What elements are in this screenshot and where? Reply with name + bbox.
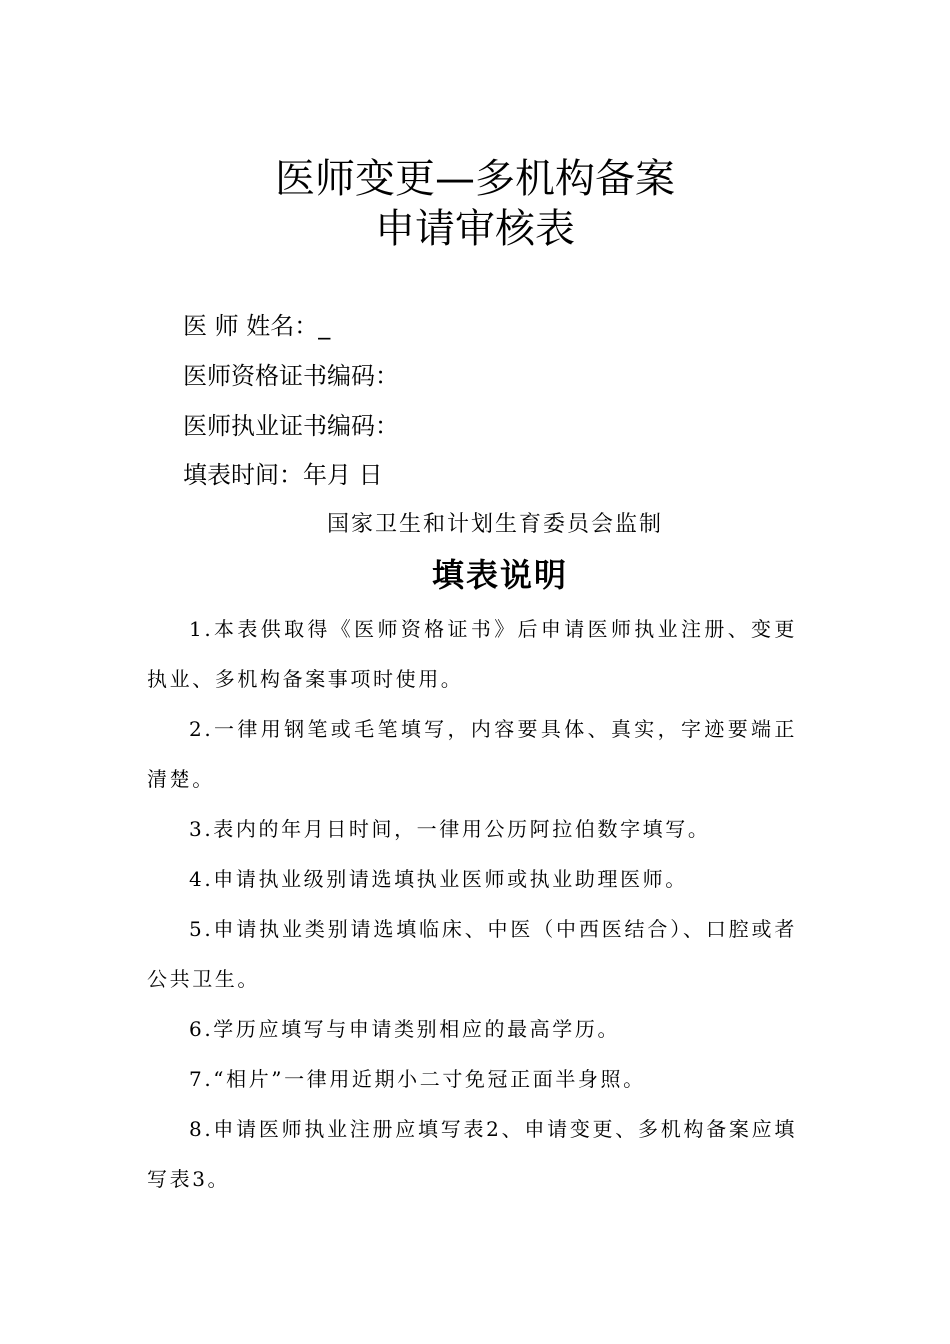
- instruction-item: 1.本表供取得《医师资格证书》后申请医师执业注册、变更执业、多机构备案事项时使用。: [147, 617, 797, 691]
- supervisor-note: 国家卫生和计划生育委员会监制: [326, 512, 663, 537]
- document-title-line-1: 医师变更—多机构备案: [275, 156, 675, 202]
- instruction-item: 7.“相片”一律用近期小二寸免冠正面半身照。: [189, 1067, 646, 1091]
- instruction-item: 3.表内的年月日时间，一律用公历阿拉伯数字填写。: [189, 817, 711, 841]
- instruction-item: 8.申请医师执业注册应填写表2、申请变更、多机构备案应填写表3。: [147, 1117, 797, 1191]
- field-fill-date: 填表时间：年月 日: [183, 461, 383, 489]
- instruction-item: 6.学历应填写与申请类别相应的最高学历。: [189, 1017, 621, 1041]
- document-title-line-2: 申请审核表: [375, 206, 575, 252]
- instructions-title: 填表说明: [431, 556, 568, 594]
- instruction-item: 5.申请执业类别请选填临床、中医（中西医结合）、口腔或者公共卫生。: [147, 917, 797, 991]
- field-doctor-name: 医 师 姓名：_: [183, 312, 331, 340]
- instruction-item: 4.申请执业级别请选填执业医师或执业助理医师。: [189, 867, 688, 891]
- field-practice-cert-number: 医师执业证书编码：: [183, 412, 399, 440]
- field-qualification-cert-number: 医师资格证书编码：: [183, 362, 399, 390]
- instructions-list: [147, 604, 797, 1204]
- instruction-item: 2.一律用钢笔或毛笔填写，内容要具体、真实，字迹要端正清楚。: [147, 717, 797, 791]
